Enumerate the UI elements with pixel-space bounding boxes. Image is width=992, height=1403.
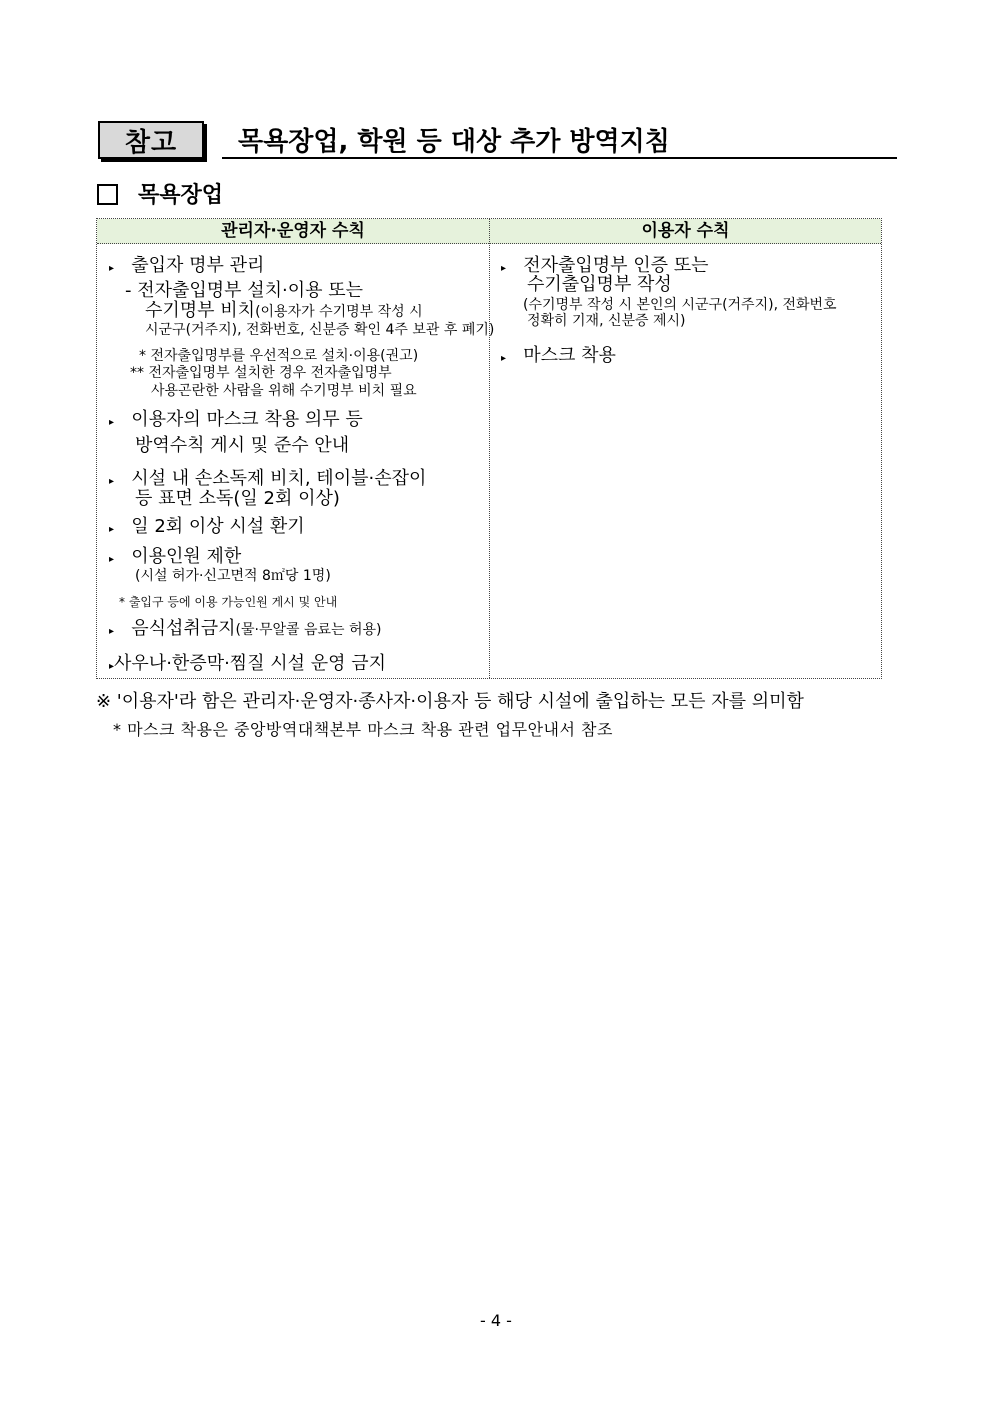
- manager-item-1-star-2b: 사용곤란한 사람을 위해 수기명부 비치 필요: [151, 383, 417, 399]
- manager-item-6-note: (물·무알콜 음료는 허용): [235, 622, 382, 638]
- manager-item-1-sub-b-note: (이용자가 수기명부 작성 시: [255, 304, 423, 320]
- manager-item-6-label: 음식섭취금지: [131, 618, 236, 639]
- footnote-mask-reference: * 마스크 착용은 중앙방역대책본부 마스크 착용 관련 업무안내서 참조: [113, 720, 613, 739]
- manager-item-7-label: 사우나·한증막·찜질 시설 운영 금지: [114, 653, 387, 674]
- manager-item-2-label: 이용자의 마스크 착용 의무 등: [131, 409, 363, 430]
- manager-item-1-sub-b: [145, 301, 423, 321]
- manager-item-3-label: 시설 내 손소독제 비치, 테이블·손잡이: [131, 468, 427, 489]
- bullet-icon: ▸: [109, 626, 115, 637]
- manager-item-6: [109, 619, 382, 642]
- manager-item-7: [109, 654, 386, 677]
- column-divider: [489, 219, 490, 678]
- manager-item-1-star-1: * 전자출입명부를 우선적으로 설치·이용(권고): [139, 348, 419, 364]
- column-header-user: 이용자 수칙: [641, 221, 730, 241]
- manager-item-5-label: 이용인원 제한: [131, 546, 242, 567]
- manager-item-1-label: 출입자 명부 관리: [131, 255, 265, 276]
- manager-item-3-b: 등 표면 소독(일 2회 이상): [135, 488, 340, 509]
- manager-item-1: [109, 256, 264, 279]
- reference-badge: [98, 121, 204, 159]
- bullet-icon: ▸: [109, 661, 115, 672]
- bullet-icon: ▸: [109, 417, 115, 428]
- user-item-1-label: 전자출입명부 인증 또는: [523, 255, 709, 276]
- manager-item-4-label: 일 2회 이상 시설 환기: [131, 516, 305, 537]
- manager-item-2-b: 방역수칙 게시 및 준수 안내: [135, 435, 350, 456]
- user-item-2-label: 마스크 착용: [523, 345, 616, 366]
- column-header-manager: 관리자·운영자 수칙: [221, 221, 365, 241]
- bullet-icon: ▸: [109, 524, 115, 535]
- manager-item-5-star: * 출입구 등에 이용 가능인원 게시 및 안내: [119, 595, 338, 609]
- checkbox-icon: [97, 184, 118, 205]
- page-title: 목욕장업, 학원 등 대상 추가 방역지침: [238, 127, 670, 157]
- bullet-icon: ▸: [109, 263, 115, 274]
- bullet-icon: ▸: [109, 476, 115, 487]
- manager-item-1-sub-b-label: 수기명부 비치: [145, 300, 256, 321]
- title-underline: [222, 157, 897, 159]
- user-item-1-note-a: (수기명부 작성 시 본인의 시군구(거주지), 전화번호: [523, 297, 837, 313]
- bullet-icon: ▸: [501, 263, 507, 274]
- user-item-1-b: 수기출입명부 작성: [527, 274, 672, 295]
- page-number: - 4 -: [480, 1311, 512, 1330]
- user-item-2: [501, 346, 616, 369]
- guideline-table: [96, 218, 882, 679]
- manager-item-5: [109, 547, 241, 570]
- manager-item-1-sub-a: - 전자출입명부 설치·이용 또는: [125, 280, 364, 301]
- bullet-icon: ▸: [109, 554, 115, 565]
- manager-item-1-star-2: ** 전자출입명부 설치한 경우 전자출입명부: [130, 365, 392, 381]
- manager-item-2: [109, 410, 363, 433]
- footnote-definition: ※ '이용자'라 함은 관리자·운영자·종사자·이용자 등 해당 시설에 출입하는 모든 자를 의미함: [96, 691, 804, 712]
- section-title: 목욕장업: [138, 182, 224, 208]
- manager-item-4: [109, 517, 305, 540]
- reference-badge-label: 참고: [124, 127, 178, 158]
- manager-item-5-note: (시설 허가·신고면적 8㎡당 1명): [135, 568, 331, 584]
- manager-item-1-sub-c: 시군구(거주지), 전화번호, 신분증 확인 4주 보관 후 폐기): [145, 322, 495, 338]
- bullet-icon: ▸: [501, 353, 507, 364]
- user-item-1-note-b: 정확히 기재, 신분증 제시): [527, 313, 686, 329]
